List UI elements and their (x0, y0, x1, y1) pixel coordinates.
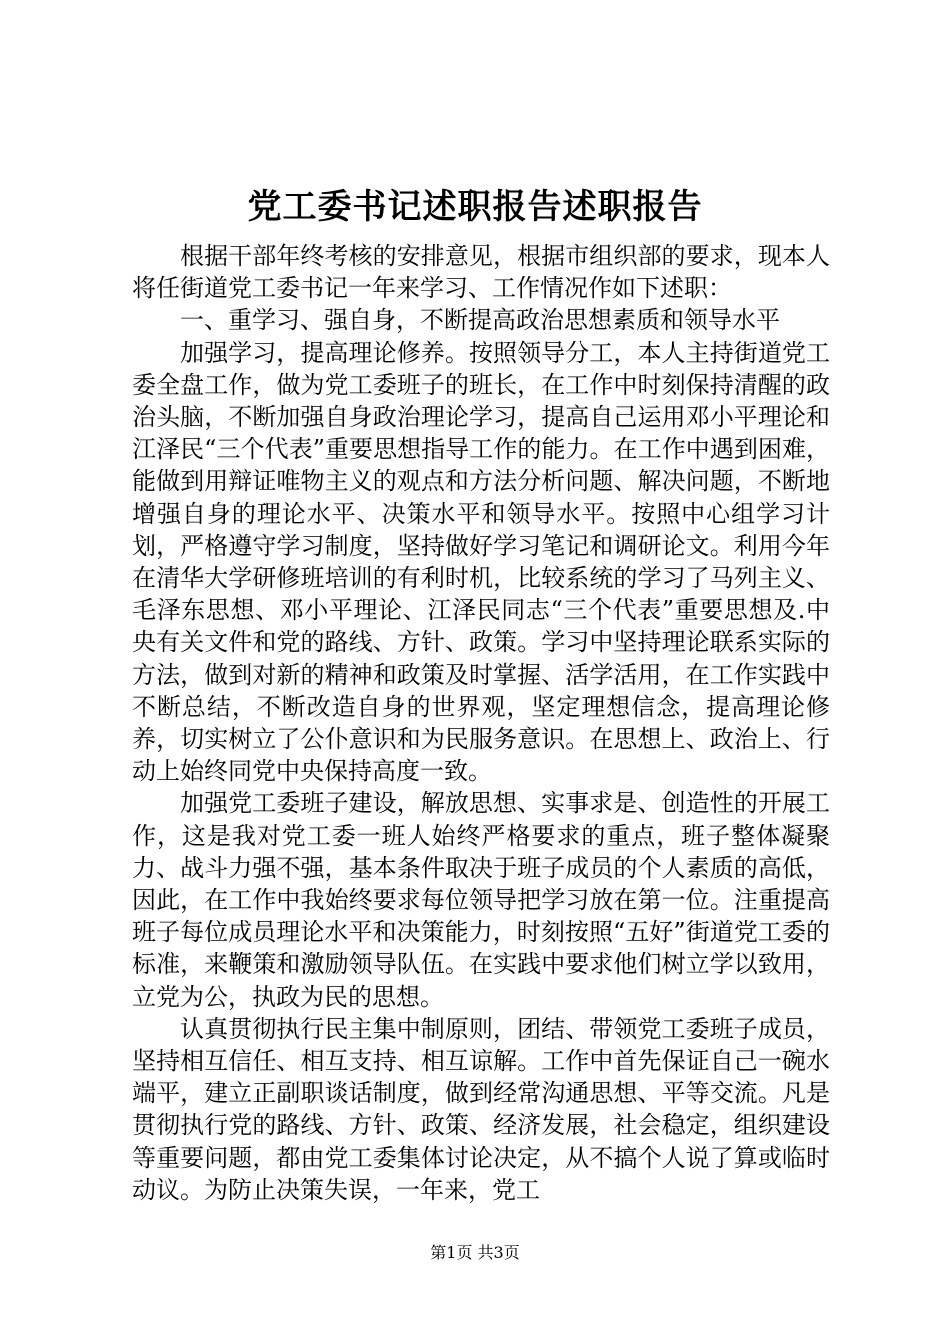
section-heading: 一、重学习、强自身，不断提高政治思想素质和领导水平 (180, 306, 780, 335)
paragraph-study: 加强学习，提高理论修养。按照领导分工，本人主持街道党工委全盘工作，做为党工委班子的班长，在工作中时刻保持清醒的政治头脑，不断加强自身政治理论学习，提高自己运用邓小平理论和江泽民“三个代表”重要思想指导工作的能力。在工作中遇到困难，能做到用辩证唯物主义的观点和方法分析问题、解决问题，不断地增强自身的理论水平、决策水平和领导水平。按照中心组学习计划，严格遵守学习制度，坚持做好学习笔记和调研论文。利用今年在清华大学研修班培训的有利时机，比较系统的学习了马列主义、毛泽东思想、邓小平理论、江泽民同志“三个代表”重要思想及.中央有关文件和党的路线、方针、政策。学习中坚持理论联系实际的方法，做到对新的精神和政策及时掌握、活学活用，在工作实践中不断总结，不断改造自身的世界观，坚定理想信念，提高理论修养，切实树立了公仆意识和为民服务意识。在思想上、政治上、行动上始终同党中央保持高度一致。 (132, 338, 830, 786)
paragraph-intro: 根据干部年终考核的安排意见，根据市组织部的要求，现本人将任街道党工委书记一年来学习、工作情况作如下述职： (132, 242, 830, 303)
page-footer: 第1页 共3页 (430, 1243, 520, 1262)
document-body (132, 240, 830, 1206)
paragraph-team-building: 加强党工委班子建设，解放思想、实事求是、创造性的开展工作，这是我对党工委一班人始终严格要求的重点，班子整体凝聚力、战斗力强不强，基本条件取决于班子成员的个人素质的高低，因此，在工作中我始终要求每位领导把学习放在第一位。注重提高班子每位成员理论水平和决策能力，时刻按照“五好”街道党工委的标准，来鞭策和激励领导队伍。在实践中要求他们树立学以致用，立党为公，执政为民的思想。 (132, 789, 830, 1011)
document-title: 党工委书记述职报告述职报告 (247, 187, 703, 227)
paragraph-democratic-centralism: 认真贯彻执行民主集中制原则，团结、带领党工委班子成员，坚持相互信任、相互支持、相互谅解。工作中首先保证自己一碗水端平，建立正副职谈话制度，做到经常沟通思想、平等交流。凡是贯彻执行党的路线、方针、政策、经济发展，社会稳定，组织建设等重要问题，都由党工委集体讨论决定，从不搞个人说了算或临时动议。为防止决策失误，一年来，党工 (132, 1014, 830, 1204)
